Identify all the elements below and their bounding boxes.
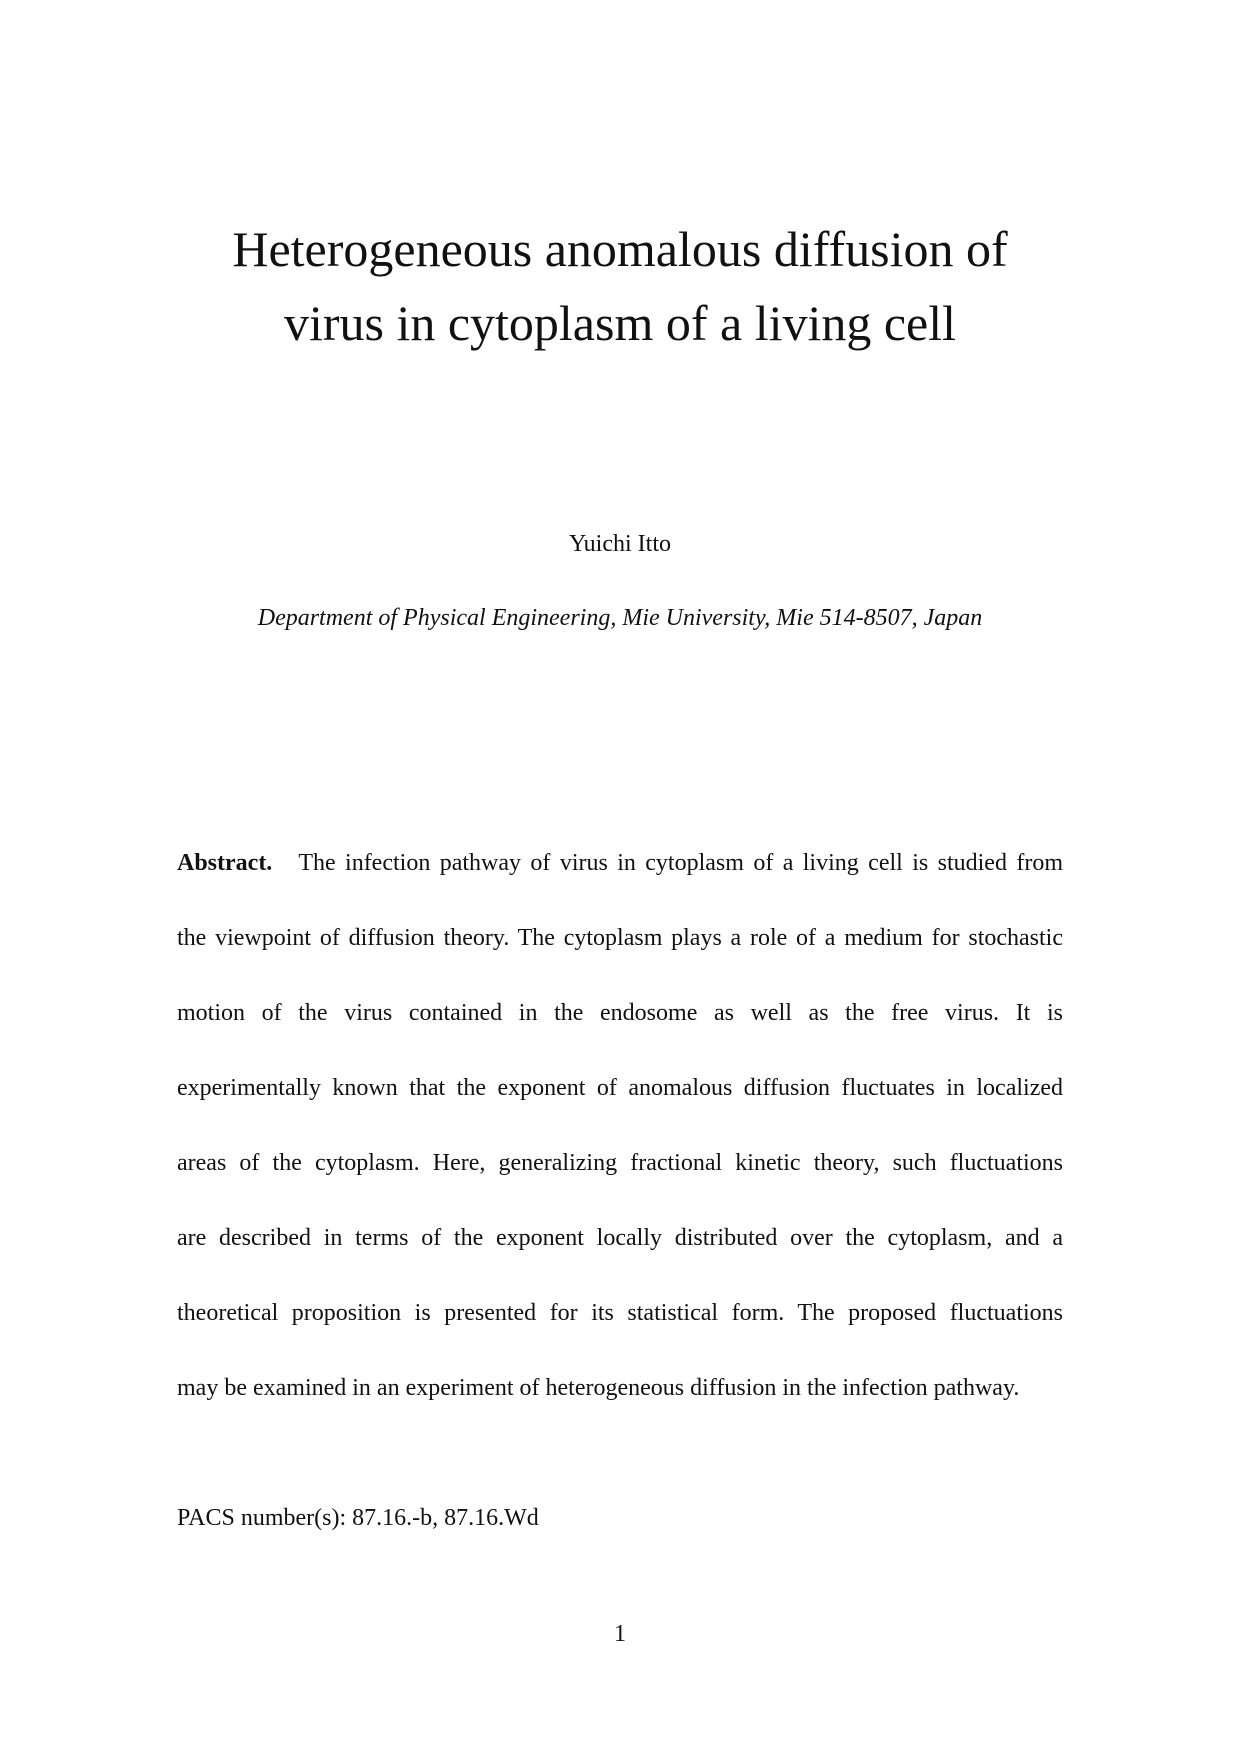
- paper-title-line-2: virus in cytoplasm of a living cell: [283, 295, 957, 351]
- abstract-line: areas of the cytoplasm. Here, generalizing fractional kinetic theory, such fluctuations: [177, 1150, 1063, 1176]
- abstract-line: are described in terms of the exponent locally distributed over the cytoplasm, and a: [177, 1225, 1063, 1251]
- abstract-line: [177, 826, 1063, 901]
- page-number: 1: [614, 1621, 626, 1647]
- abstract-line: motion of the virus contained in the endosome as well as the free virus. It is: [177, 1000, 1063, 1026]
- abstract-label: Abstract.: [177, 850, 273, 876]
- abstract: [177, 826, 1063, 1426]
- paper-title-line-1: Heterogeneous anomalous diffusion of: [232, 221, 1008, 277]
- abstract-line: experimentally known that the exponent of anomalous diffusion fluctuates in localized: [177, 1075, 1063, 1101]
- abstract-line: the viewpoint of diffusion theory. The cytoplasm plays a role of a medium for stochastic: [177, 925, 1063, 951]
- paper-title: [0, 212, 1240, 360]
- abstract-line-text: The infection pathway of virus in cytoplasm of a living cell is studied from: [298, 850, 1063, 876]
- author-name: Yuichi Itto: [569, 531, 671, 557]
- abstract-line: may be examined in an experiment of heterogeneous diffusion in the infection pathway.: [177, 1375, 1020, 1401]
- abstract-line: theoretical proposition is presented for its statistical form. The proposed fluctuations: [177, 1300, 1063, 1326]
- pacs-numbers: PACS number(s): 87.16.-b, 87.16.Wd: [177, 1505, 539, 1531]
- author-affiliation: Department of Physical Engineering, Mie University, Mie 514-8507, Japan: [257, 605, 983, 631]
